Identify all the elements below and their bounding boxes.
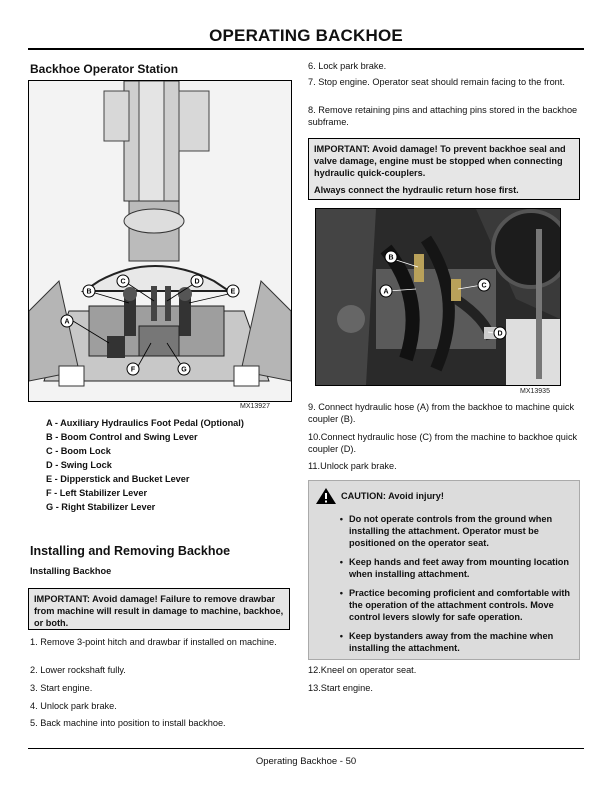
callout-f xyxy=(127,363,139,375)
important-line-2: Always connect the hydraulic return hose first. xyxy=(314,185,519,195)
legend-item: C - Boom Lock xyxy=(46,446,111,456)
svg-text:D: D xyxy=(497,330,503,338)
step-5: 5. Back machine into position to install backhoe. xyxy=(30,718,226,728)
caution-title: CAUTION: Avoid injury! xyxy=(341,491,444,501)
subheading-installing: Installing Backhoe xyxy=(30,566,112,576)
caution-bullet: • Keep bystanders away from the machine when installing the attachment. xyxy=(339,631,554,653)
section-heading-installing-removing: Installing and Removing Backhoe xyxy=(30,544,231,558)
svg-text:B: B xyxy=(86,288,92,296)
step-3: 3. Start engine. xyxy=(30,683,93,693)
svg-text:B: B xyxy=(388,254,394,262)
page-title: OPERATING BACKHOE xyxy=(209,26,403,45)
legend-item: F - Left Stabilizer Lever xyxy=(46,488,148,498)
important-notice-hydraulic xyxy=(308,138,580,200)
backhoe-controls-illustration xyxy=(29,81,291,401)
figure-operator-station xyxy=(28,80,292,402)
step-7: 7. Stop engine. Operator seat should remain facing to the front. xyxy=(308,77,565,87)
svg-text:F: F xyxy=(130,366,136,374)
step-6: 6. Lock park brake. xyxy=(308,61,387,71)
legend-list xyxy=(46,416,296,514)
figure-hydraulic-couplers xyxy=(315,208,561,386)
callout-d xyxy=(191,275,203,287)
legend-item: D - Swing Lock xyxy=(46,460,112,470)
legend-item: E - Dipperstick and Bucket Lever xyxy=(46,474,190,484)
important-notice-drawbar: IMPORTANT: Avoid damage! Failure to remove drawbar from machine will result in damage to machine, backhoe, or both. xyxy=(28,588,290,630)
step-9: 9. Connect hydraulic hose (A) from the backhoe to machine quick coupler (B). xyxy=(308,402,575,424)
caution-bullet: • Practice becoming proficient and comfortable with the operation of the attachment controls. Move control levers slowly for safe operation. xyxy=(339,588,571,622)
legend-item: B - Boom Control and Swing Lever xyxy=(46,432,198,442)
svg-text:C: C xyxy=(120,278,126,286)
callout-c xyxy=(117,275,129,287)
svg-text:G: G xyxy=(181,366,187,374)
callout-a xyxy=(380,285,392,297)
step-4: 4. Unlock park brake. xyxy=(30,701,117,711)
callout-b xyxy=(83,285,95,297)
caution-bullets xyxy=(309,509,579,654)
svg-text:A: A xyxy=(64,318,70,326)
step-13: 13.Start engine. xyxy=(308,683,373,693)
footer-rule xyxy=(28,748,584,749)
step-8: 8. Remove retaining pins and attaching pins stored in the backhoe subframe. xyxy=(308,105,578,127)
hydraulic-hoses-photo xyxy=(316,209,560,385)
title-rule xyxy=(28,48,584,50)
step-11: 11.Unlock park brake. xyxy=(308,461,397,471)
important-line-1: IMPORTANT: Avoid damage! To prevent backhoe seal and valve damage, engine must be stopped when connecting hydraulic quick-couplers. xyxy=(314,144,566,178)
caution-bullet: • Do not operate controls from the ground when installing the attachment. Operator must be positioned on the operator seat. xyxy=(339,514,553,548)
callout-c xyxy=(478,279,490,291)
caution-box xyxy=(308,480,580,660)
svg-text:A: A xyxy=(383,288,389,296)
step-10: 10.Connect hydraulic hose (C) from the machine to backhoe quick coupler (D). xyxy=(308,432,578,454)
figure2-caption-id: MX13935 xyxy=(520,388,550,395)
section-heading-operator-station: Backhoe Operator Station xyxy=(30,62,179,76)
figure1-caption-id: MX13927 xyxy=(240,403,270,410)
svg-text:C: C xyxy=(481,282,487,290)
legend-item: A - Auxiliary Hydraulics Foot Pedal (Optional) xyxy=(46,418,244,428)
callout-e xyxy=(227,285,239,297)
caution-header xyxy=(309,481,579,509)
step-12: 12.Kneel on operator seat. xyxy=(308,665,417,675)
caution-bullet: • Keep hands and feet away from mounting location when installing attachment. xyxy=(339,557,570,579)
svg-text:E: E xyxy=(230,288,236,296)
page-footer: Operating Backhoe - 50 xyxy=(255,756,357,767)
callout-a xyxy=(61,315,73,327)
callout-d xyxy=(494,327,506,339)
callout-g xyxy=(178,363,190,375)
callout-b xyxy=(385,251,397,263)
warning-triangle-icon xyxy=(315,487,337,505)
svg-text:D: D xyxy=(194,278,200,286)
legend-item: G - Right Stabilizer Lever xyxy=(46,502,156,512)
step-2: 2. Lower rockshaft fully. xyxy=(30,665,126,675)
step-1: 1. Remove 3-point hitch and drawbar if installed on machine. xyxy=(30,637,277,647)
